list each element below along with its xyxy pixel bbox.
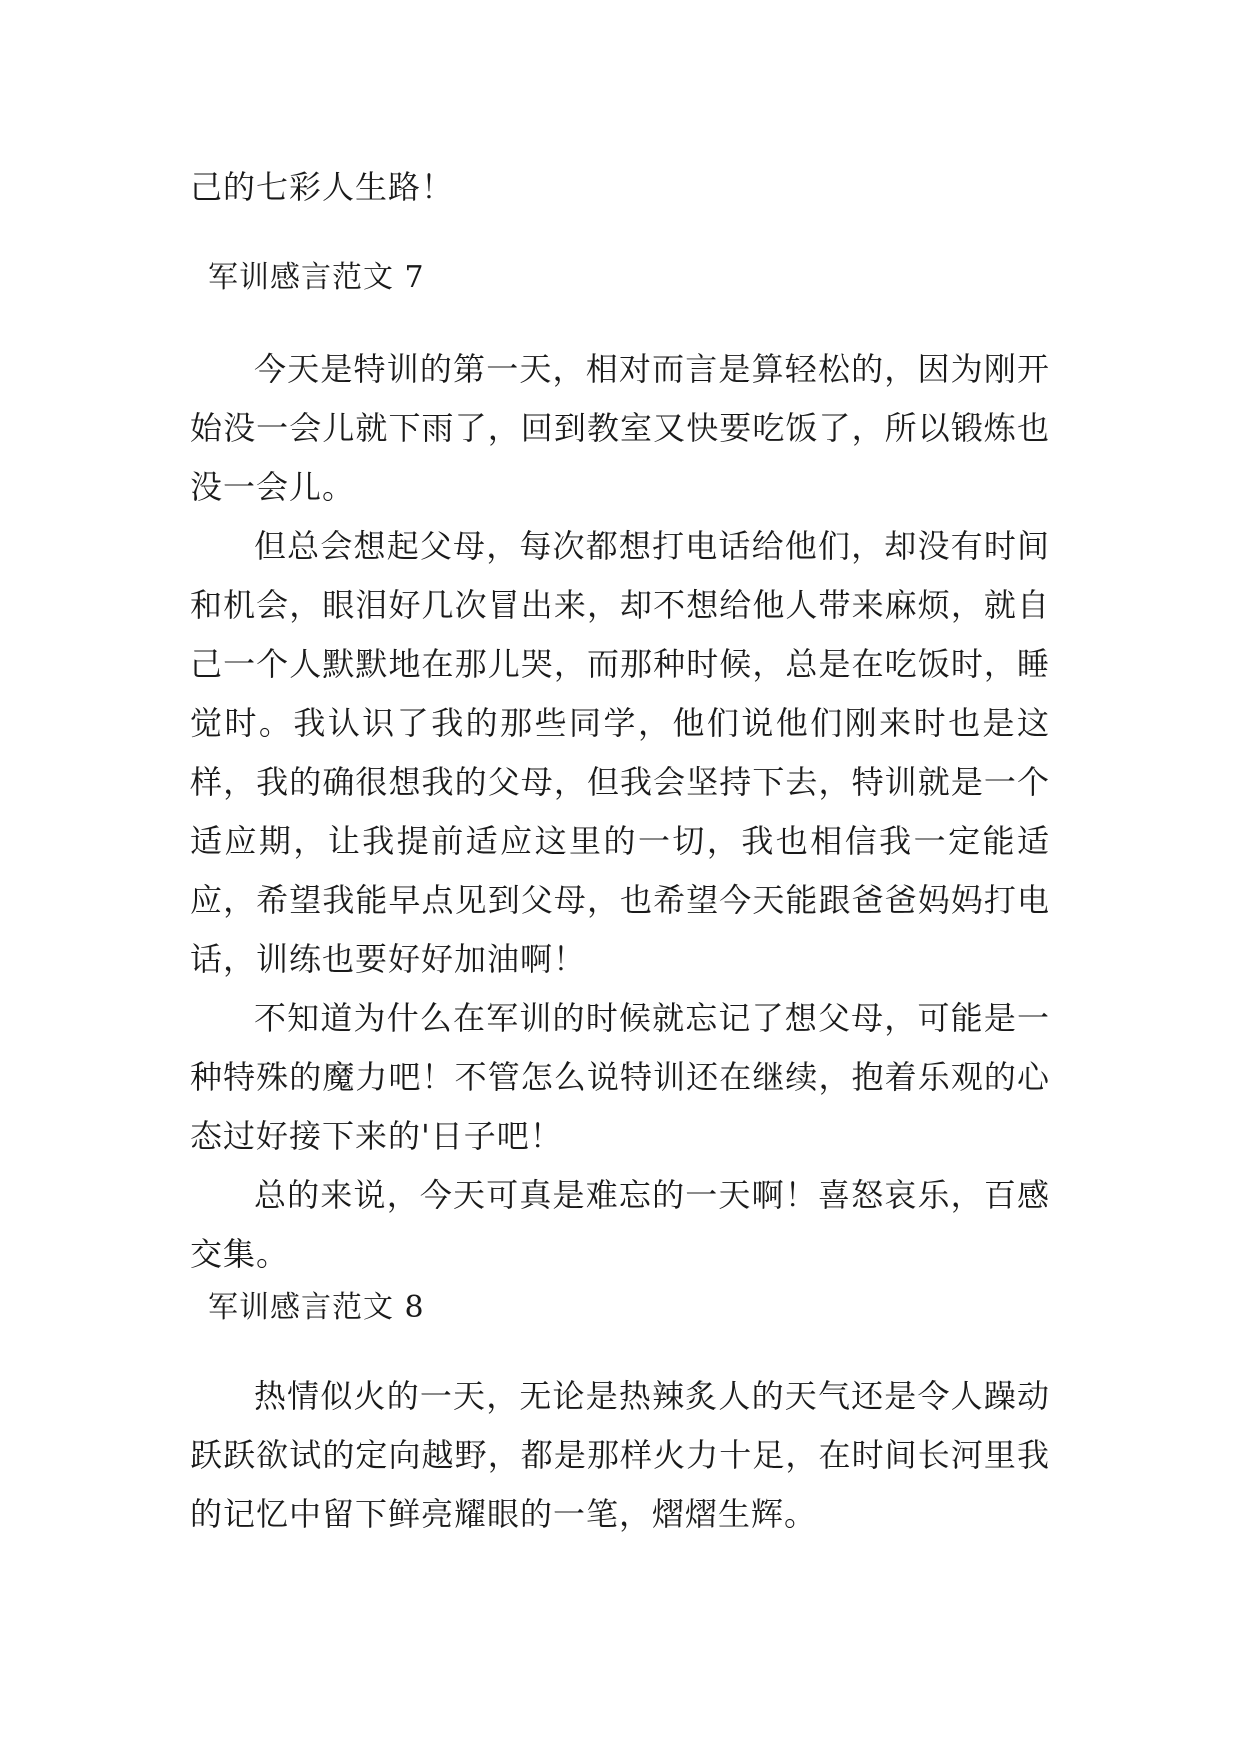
paragraph: 总的来说，今天可真是难忘的一天啊！喜怒哀乐，百感交集。 xyxy=(190,1176,1050,1273)
section-heading-7: 军训感言范文 7 xyxy=(208,260,425,295)
paragraph: 热情似火的一天，无论是热辣炙人的天气还是令人躁动跃跃欲试的定向越野，都是那样火力十足，在时间长河里我的记忆中留下鲜亮耀眼的一笔，熠熠生辉。 xyxy=(190,1377,1050,1533)
paragraph: 但总会想起父母，每次都想打电话给他们，却没有时间和机会，眼泪好几次冒出来，却不想给他人带来麻烦，就自己一个人默默地在那儿哭，而那种时候，总是在吃饭时，睡觉时。我认识了我的那些同学，他们说他们刚来时也是这样，我的确很想我的父母，但我会坚持下去，特训就是一个适应期，让我提前适应这里的一切，我也相信我一定能适应，希望我能早点见到父母，也希望今天能跟爸爸妈妈打电话，训练也要好好加油啊！ xyxy=(190,527,1050,978)
paragraph: 今天是特训的第一天，相对而言是算轻松的，因为刚开始没一会儿就下雨了，回到教室又快要吃饭了，所以锻炼也没一会儿。 xyxy=(190,350,1050,506)
section-body-8 xyxy=(190,1367,1050,1544)
top-fragment: 己的七彩人生路！ xyxy=(190,168,455,206)
section-body-7 xyxy=(190,340,1050,1284)
section-heading-8: 军训感言范文 8 xyxy=(208,1290,425,1325)
paragraph: 不知道为什么在军训的时候就忘记了想父母，可能是一种特殊的魔力吧！不管怎么说特训还在继续，抱着乐观的心态过好接下来的'日子吧！ xyxy=(190,999,1050,1155)
